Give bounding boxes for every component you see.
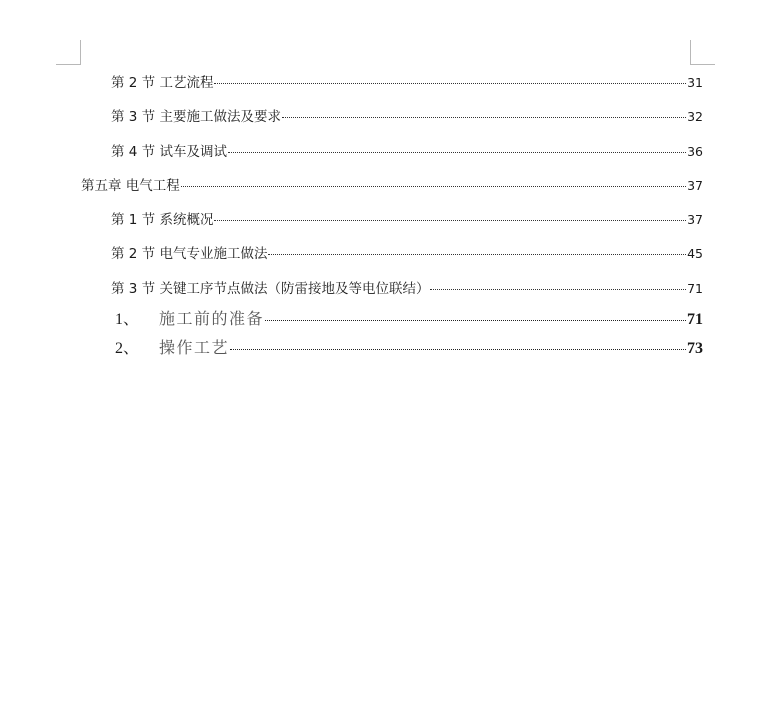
- toc-leader-dots: [268, 254, 686, 255]
- toc-entry[interactable]: [111, 280, 703, 298]
- toc-entry-title: 第 2 节 工艺流程: [111, 75, 214, 91]
- toc-leader-dots: [282, 117, 686, 118]
- toc-entry-number: 1、: [115, 311, 140, 328]
- toc-entry[interactable]: [111, 143, 703, 161]
- toc-entry-page: 32: [687, 109, 703, 124]
- toc-leader-dots: [214, 220, 686, 221]
- page-corner-mark-top-left: [56, 40, 81, 65]
- toc-entry-page: 37: [687, 212, 703, 227]
- toc-entry-title: 第 4 节 试车及调试: [111, 144, 227, 160]
- toc-entry-page: 31: [687, 75, 703, 90]
- toc-entry-title: 第 2 节 电气专业施工做法: [111, 246, 268, 262]
- toc-entry-title: 第 3 节 主要施工做法及要求: [111, 109, 281, 125]
- toc-entry-page: 45: [687, 246, 703, 261]
- toc-entry[interactable]: [111, 211, 703, 229]
- toc-leader-dots: [181, 186, 686, 187]
- toc-subentry[interactable]: [115, 311, 703, 329]
- toc-entry-title: 操作工艺: [159, 340, 230, 357]
- toc-leader-dots: [265, 320, 686, 321]
- toc-subentry[interactable]: [115, 340, 703, 358]
- toc-entry-page: 71: [687, 311, 703, 328]
- toc-leader-dots: [230, 349, 686, 350]
- toc-entry-title: 施工前的准备: [159, 311, 265, 328]
- toc-entry-page: 71: [687, 281, 703, 296]
- toc-entry-title: 第五章 电气工程: [81, 178, 180, 194]
- toc-entry-page: 37: [687, 178, 703, 193]
- toc-leader-dots: [430, 289, 686, 290]
- toc-entry-number: 2、: [115, 340, 140, 357]
- page-corner-mark-top-right: [690, 40, 715, 65]
- toc-entry[interactable]: [111, 108, 703, 126]
- toc-entry-page: 73: [687, 340, 703, 357]
- toc-entry[interactable]: [111, 74, 703, 92]
- toc-chapter-entry[interactable]: [81, 177, 703, 195]
- toc-entry-title: 第 3 节 关键工序节点做法（防雷接地及等电位联结）: [111, 281, 430, 297]
- toc-leader-dots: [228, 152, 686, 153]
- toc-leader-dots: [214, 83, 686, 84]
- toc-entry-title: 第 1 节 系统概况: [111, 212, 214, 228]
- toc-entry[interactable]: [111, 245, 703, 263]
- toc-entry-page: 36: [687, 144, 703, 159]
